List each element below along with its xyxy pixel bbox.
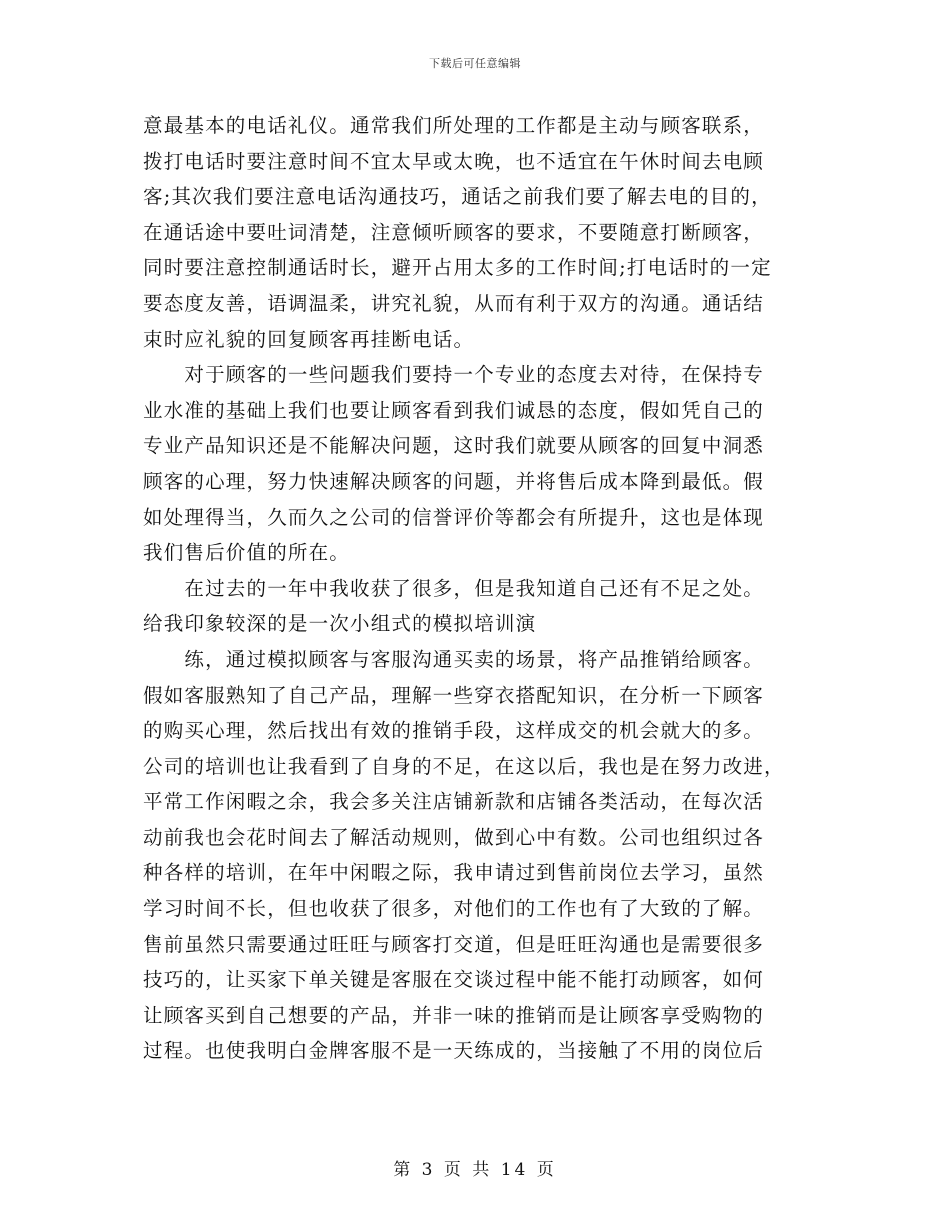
body-line: 专业产品知识还是不能解决问题，这时我们就要从顾客的回复中洞悉 [143,434,765,458]
body-line: 在通话途中要吐词清楚，注意倾听顾客的要求，不要随意打断顾客， [143,220,765,244]
body-line: 平常工作闲暇之余，我会多关注店铺新款和店铺各类活动，在每次活 [143,790,765,814]
body-line: 假如客服熟知了自己产品，理解一些穿衣搭配知识，在分析一下顾客 [143,683,765,707]
page-footer: 第 3 页 共 14 页 [393,1160,557,1180]
body-line: 练，通过模拟顾客与客服沟通买卖的场景，将产品推销给顾客。 [143,647,765,671]
page-header: 下载后可任意编辑 [429,57,521,70]
body-line: 种各样的培训，在年中闲暇之际，我申请过到售前岗位去学习，虽然 [143,861,765,885]
body-line: 公司的培训也让我看到了自身的不足，在这以后，我也是在努力改进， [143,754,785,778]
body-line: 在过去的一年中我收获了很多，但是我知道自己还有不足之处。 [143,576,765,600]
body-line: 拨打电话时要注意时间不宜太早或太晚，也不适宜在午休时间去电顾 [143,149,765,173]
body-line: 售前虽然只需要通过旺旺与顾客打交道，但是旺旺沟通也是需要很多 [143,932,765,956]
body-line: 技巧的，让买家下单关键是客服在交谈过程中能不能打动顾客，如何 [143,968,765,992]
body-line: 如处理得当，久而久之公司的信誉评价等都会有所提升，这也是体现 [143,505,765,529]
body-line: 我们售后价值的所在。 [143,541,351,565]
body-line: 要态度友善，语调温柔，讲究礼貌，从而有利于双方的沟通。通话结 [143,291,765,315]
body-line: 让顾客买到自己想要的产品，并非一味的推销而是让顾客享受购物的 [143,1003,765,1027]
body-line: 业水准的基础上我们也要让顾客看到我们诚恳的态度，假如凭自己的 [143,398,765,422]
body-line: 的购买心理，然后找出有效的推销手段，这样成交的机会就大的多。 [143,719,765,743]
body-line: 给我印象较深的是一次小组式的模拟培训演 [143,612,537,636]
body-line: 学习时间不长，但也收获了很多，对他们的工作也有了大致的了解。 [143,897,765,921]
body-line: 意最基本的电话礼仪。通常我们所处理的工作都是主动与顾客联系， [143,114,765,137]
body-line: 束时应礼貌的回复顾客再挂断电话。 [143,327,475,351]
body-line: 对于顾客的一些问题我们要持一个专业的态度去对待，在保持专 [143,363,765,387]
body-line: 同时要注意控制通话时长，避开占用太多的工作时间;打电话时的一定 [143,256,772,280]
body-line: 过程。也使我明白金牌客服不是一天练成的，当接触了不用的岗位后 [143,1039,765,1063]
body-line: 顾客的心理，努力快速解决顾客的问题，并将售后成本降到最低。假 [143,469,765,493]
body-line: 客;其次我们要注意电话沟通技巧，通话之前我们要了解去电的目的， [143,185,772,209]
body-line: 动前我也会花时间去了解活动规则，做到心中有数。公司也组织过各 [143,825,765,849]
document-body [143,108,811,1069]
